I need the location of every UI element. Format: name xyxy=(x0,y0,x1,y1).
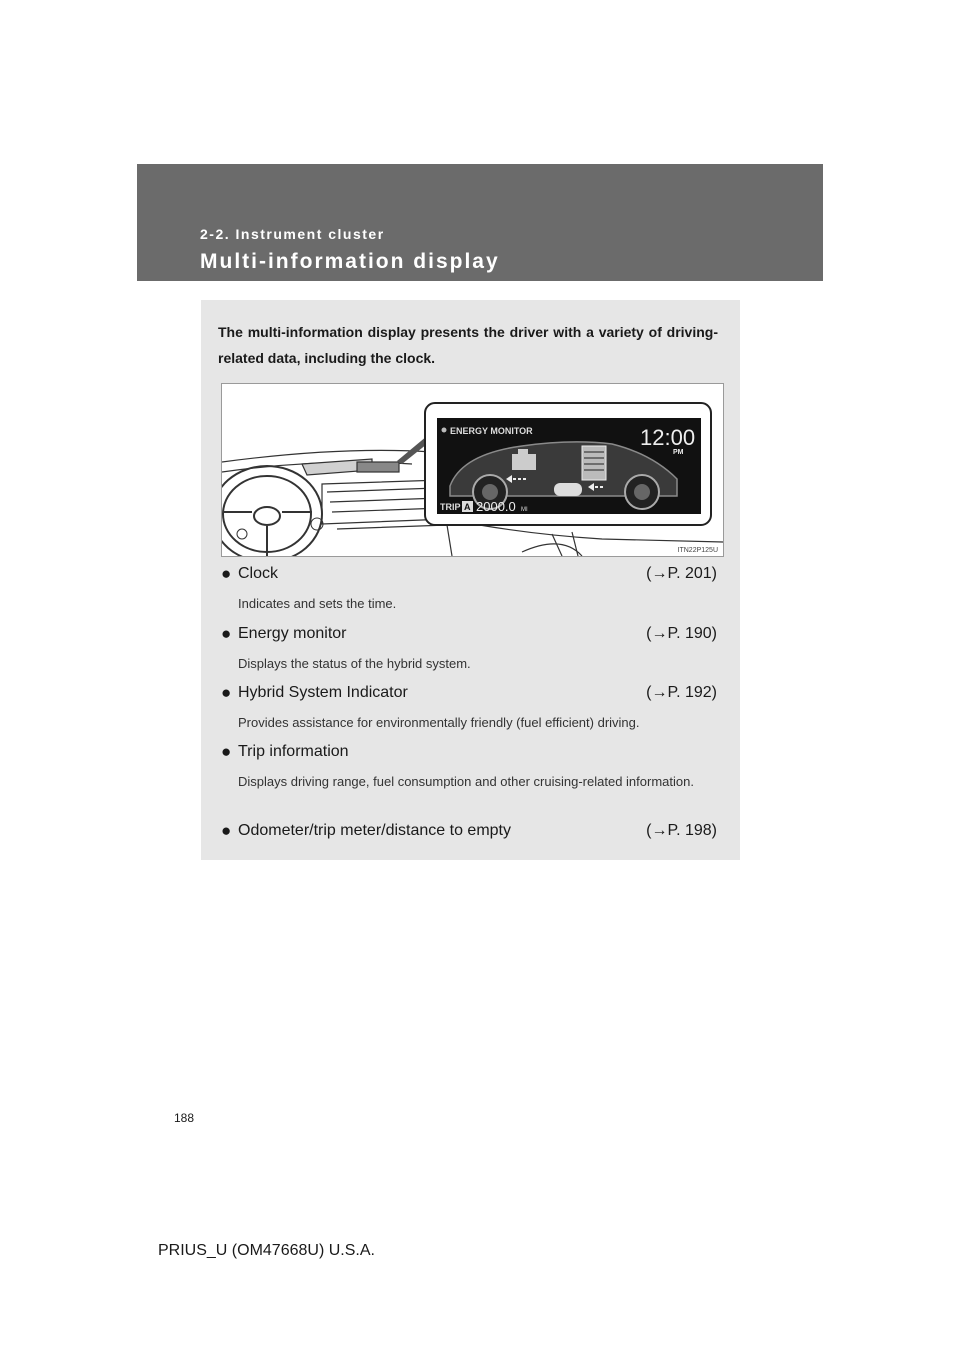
document-footer: PRIUS_U (OM47668U) U.S.A. xyxy=(158,1242,375,1259)
clock-ampm: PM xyxy=(673,449,684,456)
page-title: Multi-information display xyxy=(200,250,500,273)
page-reference: (→P. 201) xyxy=(646,565,717,582)
list-item-clock xyxy=(221,563,717,612)
bullet-icon: ● xyxy=(221,624,232,643)
list-item-trip-information xyxy=(221,741,717,790)
trip-unit: MI xyxy=(521,507,528,513)
section-label: 2-2. Instrument cluster xyxy=(200,226,385,242)
trip-label: TRIP xyxy=(440,502,461,512)
trip-letter: A xyxy=(464,502,471,512)
bullet-icon: ● xyxy=(221,683,232,702)
page-number: 188 xyxy=(174,1111,195,1125)
page-reference: (→P. 192) xyxy=(646,684,717,701)
item-description: Displays driving range, fuel consumption and other cruising-related information. xyxy=(238,774,694,789)
figure-code: ITN22P125U xyxy=(677,547,718,554)
chapter-header xyxy=(137,164,823,281)
bullet-icon: ● xyxy=(221,742,232,761)
screen-label: ENERGY MONITOR xyxy=(450,426,533,436)
item-title: Energy monitor xyxy=(238,625,347,642)
intro-text: The multi-information display presents the driver with a variety of driving-related data, including the clock. xyxy=(218,324,718,366)
item-description: Provides assistance for environmentally friendly (fuel efficient) driving. xyxy=(238,715,640,730)
page-reference: (→P. 190) xyxy=(646,625,717,642)
list-item-hybrid-system-indicator xyxy=(221,682,717,731)
item-title: Clock xyxy=(238,565,279,582)
trip-value: 2000.0 xyxy=(476,499,516,514)
item-title: Trip information xyxy=(238,743,349,760)
item-title: Odometer/trip meter/distance to empty xyxy=(238,822,511,839)
bullet-icon: ● xyxy=(221,821,232,840)
dashboard-illustration xyxy=(221,383,724,557)
content-panel xyxy=(201,300,740,860)
page-reference: (→P. 198) xyxy=(646,822,717,839)
dashboard-drawing xyxy=(222,384,723,556)
item-title: Hybrid System Indicator xyxy=(238,684,408,701)
list-item-odometer xyxy=(221,820,717,842)
item-description: Indicates and sets the time. xyxy=(238,596,397,611)
bullet-icon: ● xyxy=(221,564,232,583)
clock-time: 12:00 xyxy=(640,425,696,450)
list-item-energy-monitor xyxy=(221,623,717,672)
item-description: Displays the status of the hybrid system. xyxy=(238,656,471,671)
